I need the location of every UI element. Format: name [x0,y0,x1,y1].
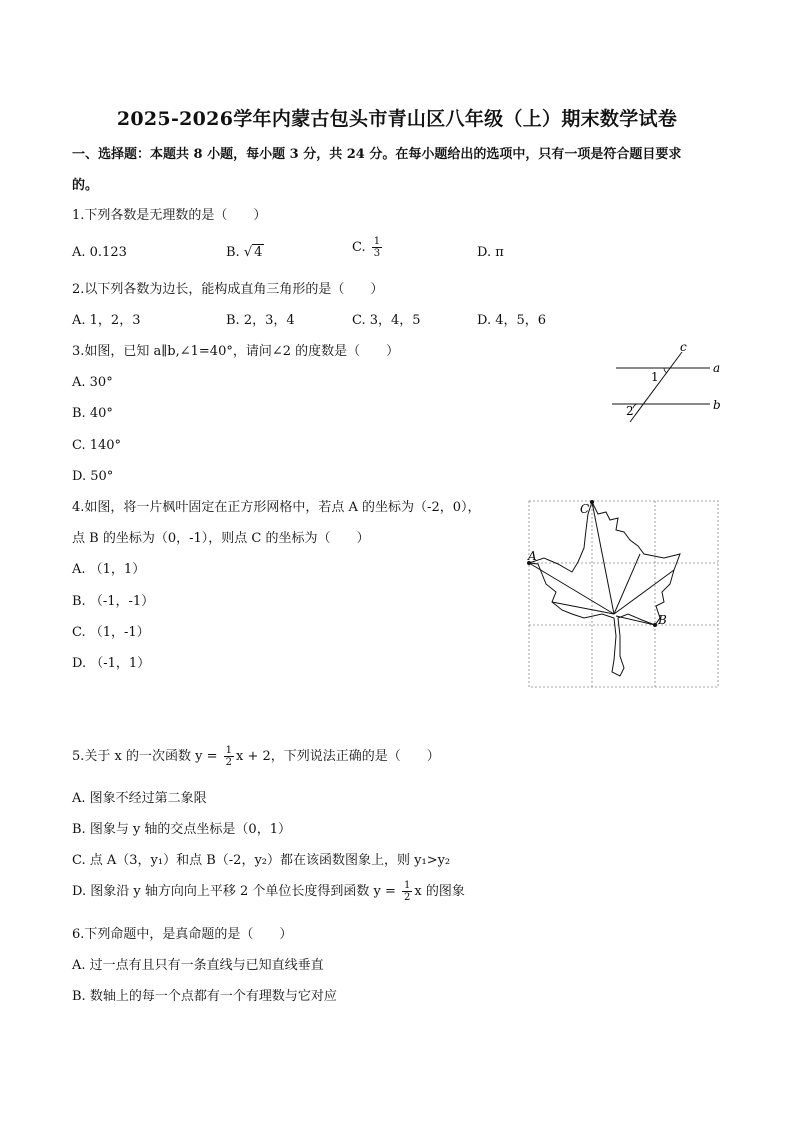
page-title: 2025-2026学年内蒙古包头市青山区八年级（上）期末数学试卷 [116,108,678,130]
label-a: a [713,361,721,375]
question-1-stem: 1.下列各数是无理数的是（ ） [72,208,267,223]
maple-leaf-grid-figure [524,496,724,692]
question-2-stem: 2.以下列各数为边长，能构成直角三角形的是（ ） [72,282,384,297]
question-4-option-d: D. （-1，1） [72,656,151,671]
question-3-stem: 3.如图，已知 a∥b,∠1=40°，请问∠2 的度数是（ ） [72,344,400,359]
question-4-option-a: A. （1，1） [72,562,146,577]
label-point-a: A [528,549,537,563]
question-1-option-b: B. √ 4 [226,245,263,260]
question-6-option-b: B. 数轴上的每一个点都有一个有理数与它对应 [72,989,337,1004]
question-3-option-a: A. 30° [72,375,113,390]
question-2-option-c: C. 3，4，5 [352,313,421,328]
label-b: b [713,398,721,412]
angle-1-arc [664,368,667,373]
point-b [653,623,657,627]
question-6-option-a: A. 过一点有且只有一条直线与已知直线垂直 [72,958,324,973]
question-2-option-b: B. 2，3，4 [226,313,295,328]
question-2-option-a: A. 1，2，3 [72,313,141,328]
question-3-option-b: B. 40° [72,406,113,421]
parallel-lines-figure [606,340,726,425]
label-c: c [680,340,687,354]
maple-leaf-outline [529,502,680,676]
question-6-stem: 6.下列命题中，是真命题的是（ ） [72,927,293,942]
question-4-stem-line1: 4.如图，将一片枫叶固定在正方形网格中，若点 A 的坐标为（-2，0）， [72,500,481,515]
label-angle-2: 2 [626,404,634,418]
label-point-b: B [658,613,667,627]
point-c [590,500,594,504]
question-4-stem-line2: 点 B 的坐标为（0，-1），则点 C 的坐标为（ ） [72,531,370,546]
section-heading-line1: 一、选择题：本题共 8 小题，每小题 3 分，共 24 分。在每小题给出的选项中，只有一项是符合题目要求 [72,147,682,162]
question-1-option-d: D. π [477,245,504,260]
question-4-option-b: B. （-1，-1） [72,594,155,609]
question-3-option-c: C. 140° [72,438,122,453]
question-5-stem: 5.关于 x 的一次函数 y = $\frac{1}{2}$ x + 2，下列说法正确的是（ ） [72,745,440,768]
question-2-option-d: D. 4，5，6 [477,313,547,328]
label-point-c: C [580,502,590,516]
question-5-option-a: A. 图象不经过第二象限 [72,791,207,806]
question-5-option-b: B. 图象与 y 轴的交点坐标是（0，1） [72,822,291,837]
label-angle-1: 1 [651,370,659,384]
question-1-option-a: A. 0.123 [72,245,127,260]
question-4-option-c: C. （1，-1） [72,625,150,640]
section-heading-line2: 的。 [72,178,99,193]
line-c [630,352,682,422]
question-5-option-c: C. 点 A（3，y₁）和点 B（-2，y₂）都在该函数图象上，则 y₁>y₂ [72,853,451,868]
question-1-option-c: C. $\frac{1}{3}$ [352,236,381,259]
question-3-option-d: D. 50° [72,469,114,484]
question-5-option-d: D. 图象沿 y 轴方向向上平移 2 个单位长度得到函数 y = $\frac{1}{2}$ x 的图象 [72,880,465,903]
dashed-grid [529,501,718,687]
